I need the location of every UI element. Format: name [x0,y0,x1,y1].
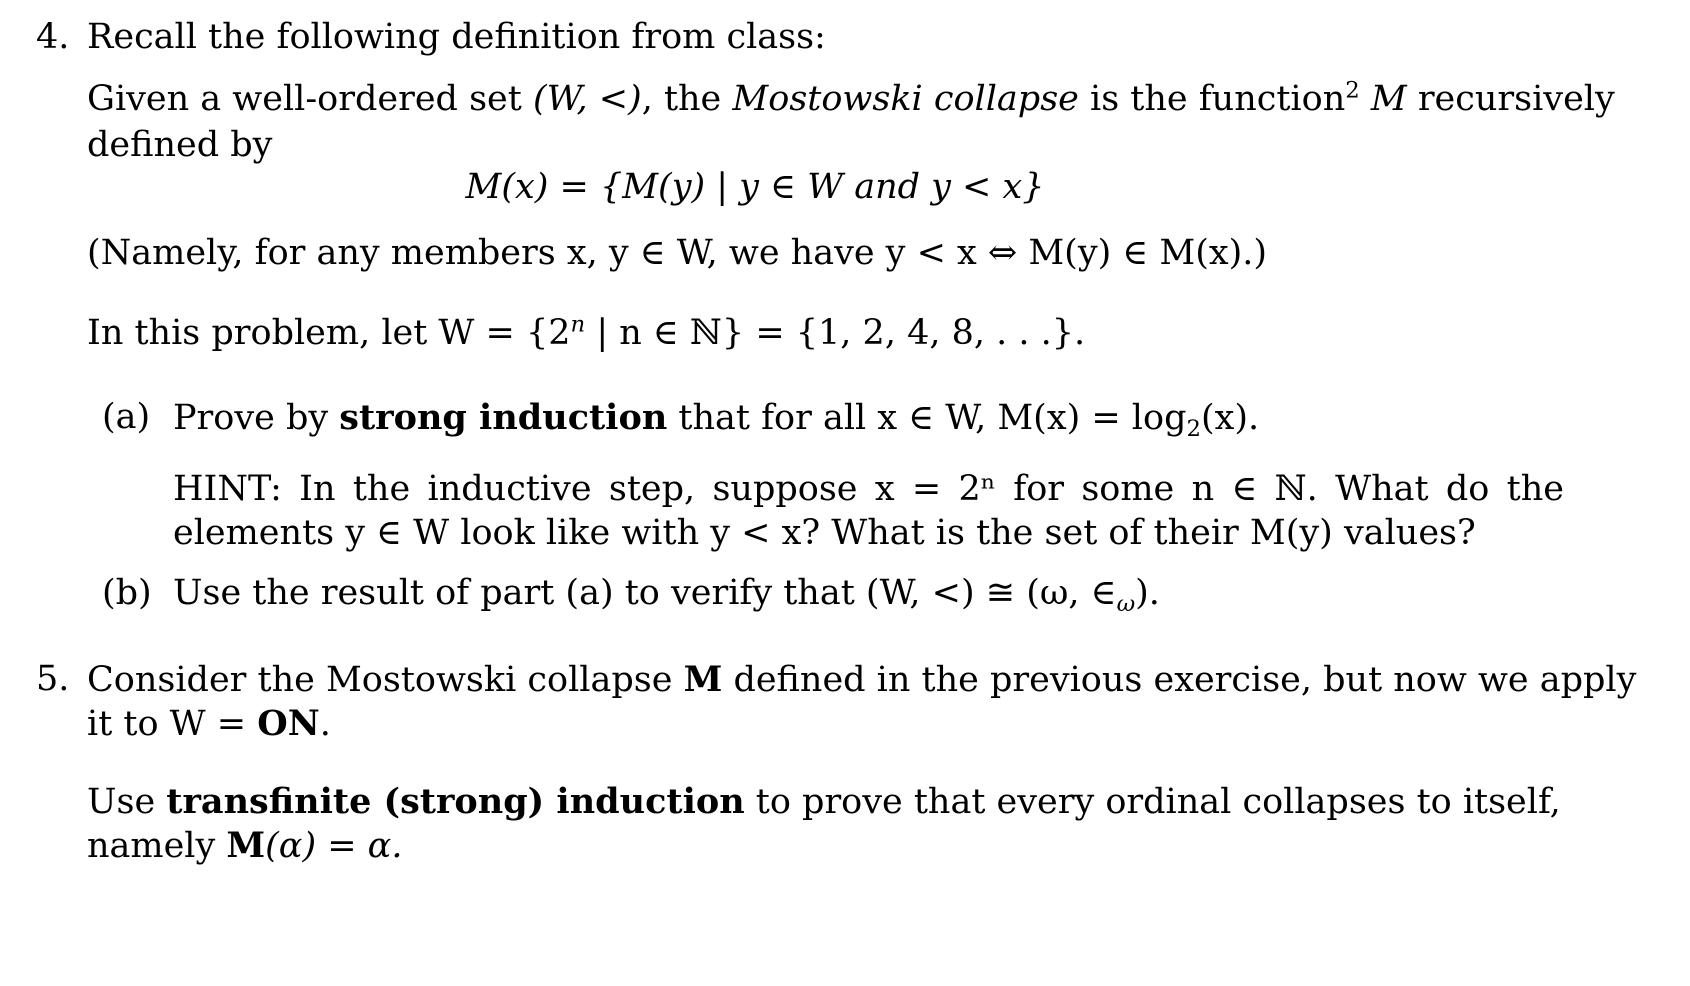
problem-5-namely-post: (α) = α. [265,826,403,866]
set-w-definition [87,310,1085,357]
part-b-pre: Use the result of part (a) to verify that (W, <) ≅ (ω, ∈ [173,573,1117,613]
problem-5-namely-pre: namely [87,826,227,866]
hint-line-1: HINT: In the inductive step, suppose x = 2ⁿ for some n ∈ ℕ. What do the [173,469,1564,509]
part-a-statement [173,394,1259,442]
collapse-formula-text: M(x) = {M(y) | y ∈ W and y < x} [465,167,1045,207]
footnote-mark: 2 [1345,77,1360,104]
problem-5-namely-bold: M [226,825,266,866]
problem-4-intro: Recall the following definition from class: [87,17,826,57]
problem-5-line-2-pre: it to W = [87,704,258,744]
problem-5-use-bold: transfinite (strong) induction [166,781,745,822]
set-w-suffix: | n ∈ ℕ} = {1, 2, 4, 8, . . .}. [585,313,1086,353]
hint-line-2: elements y ∈ W look like with y < x? What is the set of their M(y) values? [173,513,1476,553]
problem-5-number: 5. [36,659,70,699]
definition-symbol: M [1359,79,1407,119]
problem-5-line-1-pre: Consider the Mostowski collapse [87,660,684,700]
definition-rest: recursively [1406,79,1615,119]
definition-line-2: defined by [87,125,273,165]
part-a-post-suffix: (x). [1200,398,1260,438]
definition-pair: (W, <) [532,79,642,119]
definition-is-function: is the function [1078,79,1346,119]
definition-given: Given a well-ordered set [87,79,533,119]
problem-5-use-pre: Use [87,782,167,822]
problem-5-namely-line [87,822,402,870]
namely-statement [87,230,1267,277]
set-w-exponent: n [570,311,586,338]
problem-5-line-2-post: . [319,704,331,744]
part-b-subscript: ω [1116,590,1136,617]
problem-5-line-2 [87,700,331,748]
problem-4-number: 4. [36,17,70,57]
set-w-prefix: In this problem, let W = {2 [87,313,571,353]
problem-5-line-1 [87,656,1636,704]
problem-5-use-post: to prove that every ordinal collapses to itself, [744,782,1561,822]
problem-5-line-1-post: defined in the previous exercise, but now we apply [722,660,1637,700]
definition-line-1 [87,76,1615,123]
part-a-label: (a) [102,397,151,437]
part-b-post: ). [1135,573,1160,613]
part-b-statement [173,570,1160,617]
part-a-pre: Prove by [173,398,340,438]
part-a-bold: strong induction [339,397,668,438]
definition-the: , the [641,79,733,119]
problem-5-line-2-bold: ON [257,703,320,744]
definition-term: Mostowski collapse [732,79,1079,119]
part-b-label: (b) [102,573,152,613]
collapse-formula [0,164,1600,211]
namely-text: (Namely, for any members x, y ∈ W, we have y < x ⇔ M(y) ∈ M(x).) [87,233,1268,273]
problem-5-line-1-bold: M [683,659,723,700]
problem-5-use-line [87,778,1561,826]
part-a-post-prefix: that for all x ∈ W, M(x) = log [667,398,1187,438]
part-a-subscript: 2 [1186,415,1201,442]
